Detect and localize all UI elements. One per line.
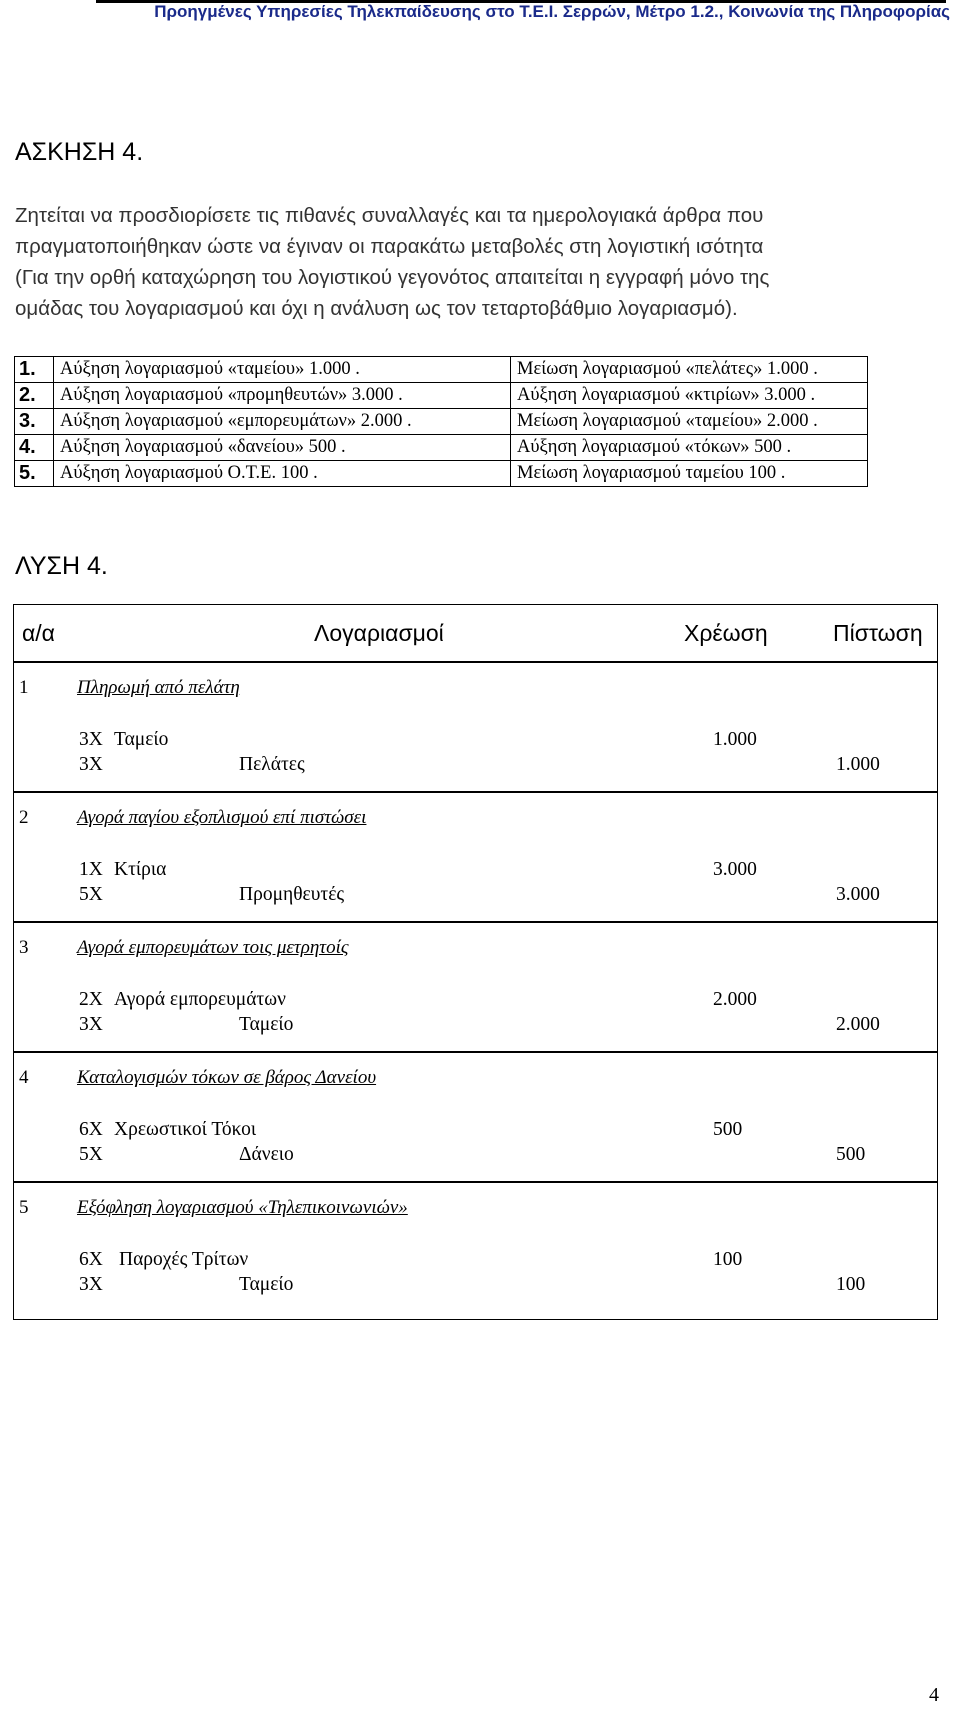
debit-amount: 3.000	[713, 859, 757, 880]
header-divider	[14, 661, 937, 663]
header-aa: α/α	[22, 620, 55, 646]
entry-number: 3	[19, 937, 29, 958]
running-header: Προηγμένες Υπηρεσίες Τηλεκπαίδευσης στο Τ.Ε.Ι. Σερρών, Μέτρο 1.2., Κοινωνία της Πληροφορίας	[154, 2, 950, 21]
change-left: Αύξηση λογαριασμού Ο.Τ.Ε. 100 .	[54, 461, 511, 487]
table-row	[15, 357, 868, 383]
credit-code: 5Χ	[79, 1144, 103, 1165]
credit-amount: 3.000	[836, 884, 880, 905]
intro-line: πραγματοποιήθηκαν ώστε να έγιναν οι παρακάτω μεταβολές στη λογιστική ισότητα	[15, 235, 764, 258]
credit-code: 5Χ	[79, 884, 103, 905]
debit-account: Αγορά εμπορευμάτων	[114, 989, 286, 1010]
change-right: Αύξηση λογαριασμού «τόκων» 500 .	[511, 435, 868, 461]
credit-code: 3Χ	[79, 1014, 103, 1035]
change-right: Μείωση λογαριασμού «ταμείου» 2.000 .	[511, 409, 868, 435]
debit-amount: 500	[713, 1119, 743, 1140]
credit-account: Δάνειο	[239, 1144, 294, 1165]
debit-account: Παροχές Τρίτων	[119, 1249, 249, 1270]
entry-divider	[14, 1181, 937, 1183]
credit-amount: 500	[836, 1144, 866, 1165]
solution-title: ΛΥΣΗ 4.	[15, 552, 108, 580]
credit-account: Προμηθευτές	[239, 884, 345, 905]
entry-divider	[14, 1051, 937, 1053]
debit-amount: 1.000	[713, 729, 757, 750]
credit-account: Πελάτες	[239, 754, 305, 775]
credit-code: 3Χ	[79, 754, 103, 775]
entry-title: Αγορά εμπορευμάτων τοις μετρητοίς	[77, 937, 349, 958]
row-number: 1.	[15, 357, 54, 383]
credit-amount: 1.000	[836, 754, 880, 775]
table-row	[15, 383, 868, 409]
intro-line: ομάδας του λογαριασμού και όχι η ανάλυση ως τον τεταρτοβάθμιο λογαριασμό).	[15, 297, 738, 320]
entry-title: Αγορά παγίου εξοπλισμού επί πιστώσει	[77, 807, 367, 828]
table-row	[15, 435, 868, 461]
table-row	[15, 461, 868, 487]
change-left: Αύξηση λογαριασμού «δανείου» 500 .	[54, 435, 511, 461]
intro-line: Ζητείται να προσδιορίσετε τις πιθανές συναλλαγές και τα ημερολογιακά άρθρα που	[15, 204, 764, 227]
header-accounts: Λογαριασμοί	[314, 620, 444, 646]
debit-account: Ταμείο	[114, 729, 169, 750]
entry-number: 2	[19, 807, 29, 828]
entry-divider	[14, 921, 937, 923]
entry-number: 5	[19, 1197, 29, 1218]
debit-code: 6Χ	[79, 1119, 103, 1140]
change-right: Μείωση λογαριασμού «πελάτες» 1.000 .	[511, 357, 868, 383]
credit-account: Ταμείο	[239, 1014, 294, 1035]
credit-account: Ταμείο	[239, 1274, 294, 1295]
debit-amount: 2.000	[713, 989, 757, 1010]
header-credit: Πίστωση	[833, 620, 923, 646]
debit-account: Χρεωστικοί Τόκοι	[114, 1119, 257, 1140]
credit-amount: 2.000	[836, 1014, 880, 1035]
debit-code: 6Χ	[79, 1249, 103, 1270]
exercise-table	[14, 356, 868, 487]
credit-code: 3Χ	[79, 1274, 103, 1295]
change-left: Αύξηση λογαριασμού «ταμείου» 1.000 .	[54, 357, 511, 383]
row-number: 3.	[15, 409, 54, 435]
debit-code: 3Χ	[79, 729, 103, 750]
change-left: Αύξηση λογαριασμού «εμπορευμάτων» 2.000 .	[54, 409, 511, 435]
credit-amount: 100	[836, 1274, 866, 1295]
solution-table	[13, 604, 938, 1320]
entry-number: 4	[19, 1067, 29, 1088]
change-right: Μείωση λογαριασμού ταμείου 100 .	[511, 461, 868, 487]
row-number: 2.	[15, 383, 54, 409]
header-debit: Χρέωση	[684, 620, 768, 646]
entry-divider	[14, 791, 937, 793]
change-left: Αύξηση λογαριασμού «προμηθευτών» 3.000 .	[54, 383, 511, 409]
exercise-intro	[15, 200, 945, 324]
entry-title: Εξόφληση λογαριασμού «Τηλεπικοινωνιών»	[77, 1197, 408, 1218]
change-right: Αύξηση λογαριασμού «κτιρίων» 3.000 .	[511, 383, 868, 409]
entry-title: Καταλογισμών τόκων σε βάρος Δανείου	[77, 1067, 377, 1088]
debit-account: Κτίρια	[114, 859, 167, 880]
entry-number: 1	[19, 677, 29, 698]
entry-title: Πληρωμή από πελάτη	[77, 677, 240, 698]
exercise-title: ΑΣΚΗΣΗ 4.	[15, 138, 144, 166]
intro-line: (Για την ορθή καταχώρηση του λογιστικού γεγονότος απαιτείται η εγγραφή μόνο της	[15, 266, 770, 289]
row-number: 4.	[15, 435, 54, 461]
row-number: 5.	[15, 461, 54, 487]
debit-amount: 100	[713, 1249, 743, 1270]
page-number: 4	[929, 1684, 939, 1706]
debit-code: 2Χ	[79, 989, 103, 1010]
table-row	[15, 409, 868, 435]
debit-code: 1Χ	[79, 859, 103, 880]
